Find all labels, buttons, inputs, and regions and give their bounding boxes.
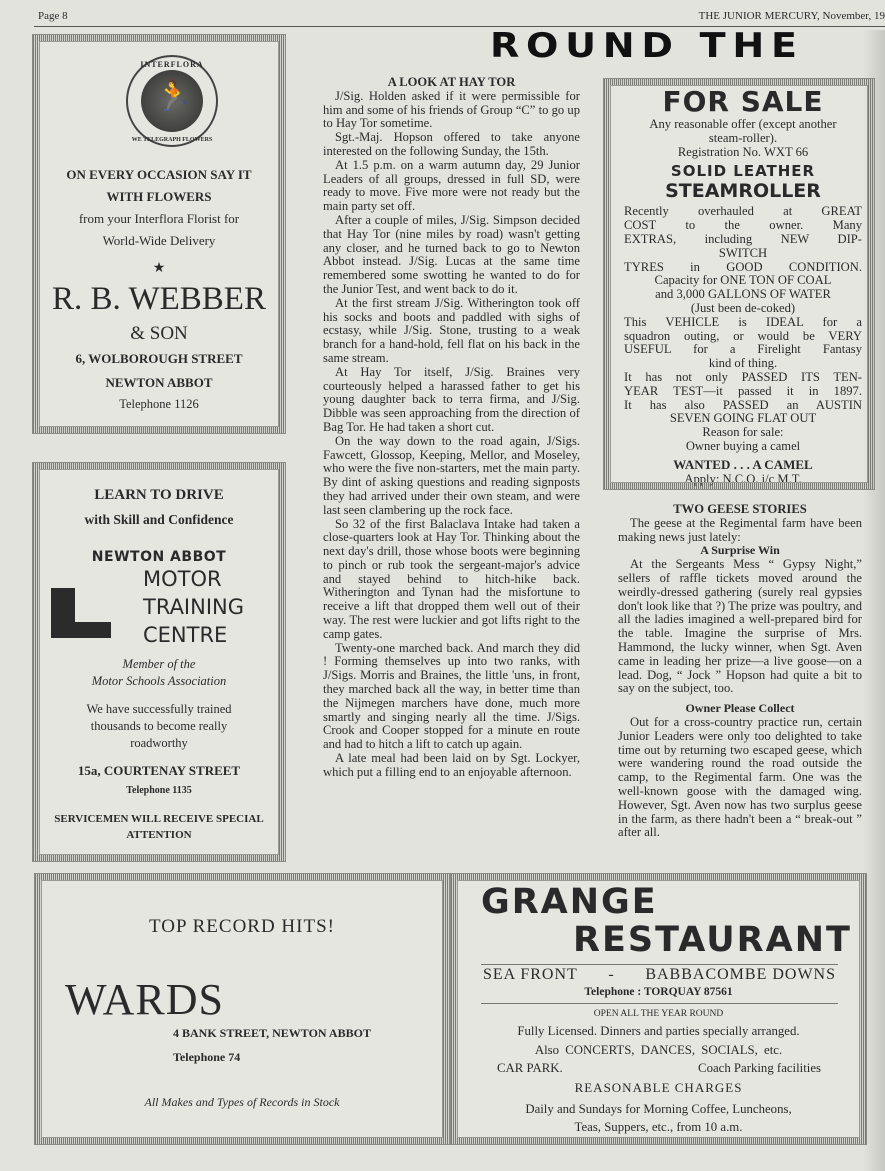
article-paragraph: After a couple of miles, J/Sig. Simpson decided that Hay Tor (nine miles by road) wasn't getting any closer, and he turned back to go to Newton Abbot instead. J/Sig. Lucas at the same time remembered some swotting he wanted to do for the Junior Test, and went back to do it. <box>323 212 580 296</box>
article-paragraph: At Hay Tor itself, J/Sig. Braines very courteously helped a harassed father to get his young daughter back to terra firma, and J/Sig. Dibble was seen approaching from the direction of Bag Tor. He had taken a short cut. <box>323 364 580 434</box>
ad-line: SEVEN GOING FLAT OUT <box>669 411 817 426</box>
item-name: SOLID LEATHER <box>670 162 816 181</box>
wanted-line: WANTED . . . A CAMEL <box>673 456 813 472</box>
address: 6, WOLBOROUGH STREET <box>75 351 243 366</box>
article-subheading: Owner Please Collect <box>685 701 795 716</box>
article-paragraph: At the Sergeants Mess “ Gypsy Night,” sellers of raffle tickets moved around the weirdly-dressed gathering (surely real gypsies don't look like that ?) The prize was poultry, and all the ladies imagined a well-prepared bird for the table. Imagine the surprise of Mrs. Hammond, the lucky winner, when Sgt. Aven came in leading her prize—a live goose—on a lead. Dog, “ Jock ” Hopson had quite a bit to say on the subject, too. <box>618 557 862 696</box>
article-paragraph: At 1.5 p.m. on a warm autumn day, 29 Junior Leaders of all groups, dressed in full SD, were ready to move. Five more were not ready but the main party set off. <box>323 157 580 214</box>
ad-line: and 3,000 GALLONS OF WATER <box>655 287 831 302</box>
article-paragraph: Sgt.-Maj. Hopson offered to take anyone interested on the following Sunday, the 15th. <box>323 130 580 158</box>
ad-line: kind of thing. <box>708 356 778 371</box>
business-name: WARDS <box>65 975 225 1024</box>
divider <box>481 1003 838 1004</box>
ad-line: squadron outing, or would be VERY <box>624 328 862 343</box>
ad-line: Teas, Suppers, etc., from 10 a.m. <box>574 1120 743 1134</box>
ad-for-sale <box>603 78 875 490</box>
star-icon: ★ <box>152 261 166 276</box>
article-hay-tor <box>323 76 580 780</box>
ad-line: It has not only PASSED ITS TEN- <box>624 369 862 384</box>
section-title: ROUND THE <box>490 26 804 66</box>
opening-line: OPEN ALL THE YEAR ROUND <box>593 1009 724 1019</box>
logo-text-bottom: WE TELEGRAPH FLOWERS <box>131 137 213 143</box>
ad-line: Daily and Sundays for Morning Coffee, Luncheons, <box>525 1102 792 1116</box>
learner-plate-icon <box>51 588 111 638</box>
article-paragraph: Twenty-one marched back. And march they did ! Forming themselves up into two ranks, with J/Sigs. Morris and Braines, the little 'uns, in front, they marched back all the way, in better time than the Nijmegen marchers have done, much more smartly and singing nearly all the time. J/Sigs. Crook and Cooper stopped for a minute en route and had to hitch a lift to catch up again. <box>323 640 580 752</box>
ad-line: thousands to become really <box>90 719 228 733</box>
telephone: Telephone : TORQUAY 87561 <box>584 986 733 998</box>
divider <box>481 964 838 965</box>
ad-line: Any reasonable offer (except another <box>649 117 837 131</box>
article-title: A LOOK AT HAY TOR <box>387 75 516 89</box>
membership: Motor Schools Association <box>91 674 227 688</box>
ad-line: REASONABLE CHARGES <box>574 1080 743 1095</box>
logo-text-top: INTERFLORA <box>140 60 204 69</box>
location: SEA FRONT <box>483 966 578 983</box>
ad-grange-restaurant <box>450 873 867 1145</box>
ad-wards <box>34 873 450 1145</box>
article-title: TWO GEESE STORIES <box>673 502 807 516</box>
interflora-logo-icon <box>126 55 218 147</box>
telephone: Telephone 74 <box>173 1050 241 1064</box>
ad-line: Also CONCERTS, DANCES, SOCIALS, etc. <box>534 1043 783 1057</box>
ad-driving-school <box>32 462 286 862</box>
school-name-line: CENTRE <box>143 623 228 647</box>
ad-interflora <box>32 34 286 434</box>
page-binding-shadow <box>863 30 885 1171</box>
ad-line: YEAR TEST—it passed it in 1897. <box>624 383 862 398</box>
business-name: RESTAURANT <box>573 920 852 960</box>
telephone: Telephone 1135 <box>126 785 192 796</box>
ad-line: COST to the owner. Many <box>624 218 862 233</box>
article-two-geese <box>618 503 862 840</box>
ad-line: Owner buying a camel <box>685 438 801 453</box>
membership: Member of the <box>122 657 196 671</box>
ad-line: from your Interflora Florist for <box>78 211 240 226</box>
telephone: Telephone 1126 <box>119 397 199 411</box>
ad-location: NEWTON ABBOT <box>91 549 227 565</box>
coach-parking: Coach Parking facilities <box>698 1061 821 1075</box>
ad-line: It has also PASSED an AUSTIN <box>624 397 862 412</box>
ad-line: Capacity for ONE TON OF COAL <box>654 273 832 288</box>
ad-line: steam-roller). <box>708 130 778 145</box>
ad-line: EXTRAS, including NEW DIP- <box>624 231 862 246</box>
article-paragraph: So 32 of the first Balaclava Intake had taken a close-quarters look at Hay Tor. Thinking about the next day's drill, those whose boots were beginning to pinch or rub took the sergeant-major's advice and stayed behind to hitch-hike back. Witherington and Tynan had the misfortune to receive a lift that dropped them well out of their way. The rest were luckier and got lifts right to the camp gates. <box>323 516 580 641</box>
ad-tagline: All Makes and Types of Records in Stock <box>144 1095 340 1109</box>
article-paragraph: J/Sig. Holden asked if it were permissible for him and some of his friends of Group “C” to go up to Hay Tor sometime. <box>323 88 580 131</box>
article-paragraph: A late meal had been laid on by Sgt. Lockyer, which put a filling end to an enjoyable afternoon. <box>323 751 580 779</box>
masthead: THE JUNIOR MERCURY, November, 19 <box>698 10 885 22</box>
ad-headline: TOP RECORD HITS! <box>149 916 335 937</box>
ad-line: Fully Licensed. Dinners and parties specially arranged. <box>517 1024 800 1038</box>
school-name-line: MOTOR <box>143 567 222 591</box>
ad-line: WITH FLOWERS <box>106 189 212 204</box>
ad-line: TYRES in GOOD CONDITION. <box>624 259 862 274</box>
location-line <box>483 966 836 984</box>
ad-line: SERVICEMEN WILL RECEIVE SPECIAL <box>54 813 264 825</box>
page-number: Page 8 <box>38 10 68 22</box>
mercury-figure-icon: 🏃 <box>141 70 203 132</box>
ad-line: Recently overhauled at GREAT <box>624 204 862 219</box>
ad-line: (Just been de-coked) <box>690 300 796 315</box>
separator: - <box>608 966 615 983</box>
ad-line <box>497 1061 821 1076</box>
business-name: GRANGE <box>481 882 658 922</box>
town: NEWTON ABBOT <box>105 375 213 390</box>
ad-line: ATTENTION <box>126 829 192 841</box>
business-name: R. B. WEBBER <box>52 281 266 317</box>
ad-line: Reason for sale: <box>702 425 784 440</box>
address: 4 BANK STREET, NEWTON ABBOT <box>173 1026 371 1040</box>
ad-line: World-Wide Delivery <box>102 233 216 248</box>
ad-title: FOR SALE <box>662 85 824 118</box>
ad-headline: LEARN TO DRIVE <box>94 487 224 503</box>
school-name-line: TRAINING <box>143 595 245 619</box>
article-paragraph: The geese at the Regimental farm have been making news just lately: <box>618 515 862 544</box>
ad-line: roadworthy <box>130 736 188 750</box>
ad-subheadline: with Skill and Confidence <box>84 512 234 527</box>
apply-line: Apply: N.C.O. i/c M.T. <box>684 471 802 486</box>
ad-line: This VEHICLE is IDEAL for a <box>624 314 862 329</box>
article-paragraph: At the first stream J/Sig. Witherington took off his socks and boots and paddled with sighs of ecstasy, while J/Sig. Stone, trusting to a weak branch for a hand-hold, fell flat on his back in the same stream. <box>323 295 580 365</box>
ad-line: USEFUL for a Firelight Fantasy <box>624 342 862 357</box>
business-name-suffix: & SON <box>130 323 188 344</box>
ad-line: SWITCH <box>718 245 768 260</box>
article-paragraph: On the way down to the road again, J/Sigs. Fawcett, Glossop, Keeping, Mellor, and Moseley, who were the five non-starters, met the main party. By dint of asking questions and reading signposts they had arrived under their own steam, and were last seen clambering up the rock face. <box>323 433 580 517</box>
address: 15a, COURTENAY STREET <box>77 763 241 778</box>
item-name: STEAMROLLER <box>665 180 821 203</box>
ad-line: We have successfully trained <box>86 702 232 716</box>
car-park: CAR PARK. <box>497 1061 563 1075</box>
article-subheading: A Surprise Win <box>700 543 780 558</box>
location: BABBACOMBE DOWNS <box>645 966 836 983</box>
ad-line: ON EVERY OCCASION SAY IT <box>66 167 252 182</box>
article-paragraph: Out for a cross-country practice run, certain Junior Leaders were only too delighted to take time out by returning two escaped geese, which were wandering round the road outside the camp, to the Regimental farm. One was the well-known goose with the damaged wing. However, Sgt. Aven now has two surplus geese in the farm, as there hadn't been a “ break-out ” after all. <box>618 714 862 840</box>
registration: Registration No. WXT 66 <box>677 144 809 159</box>
